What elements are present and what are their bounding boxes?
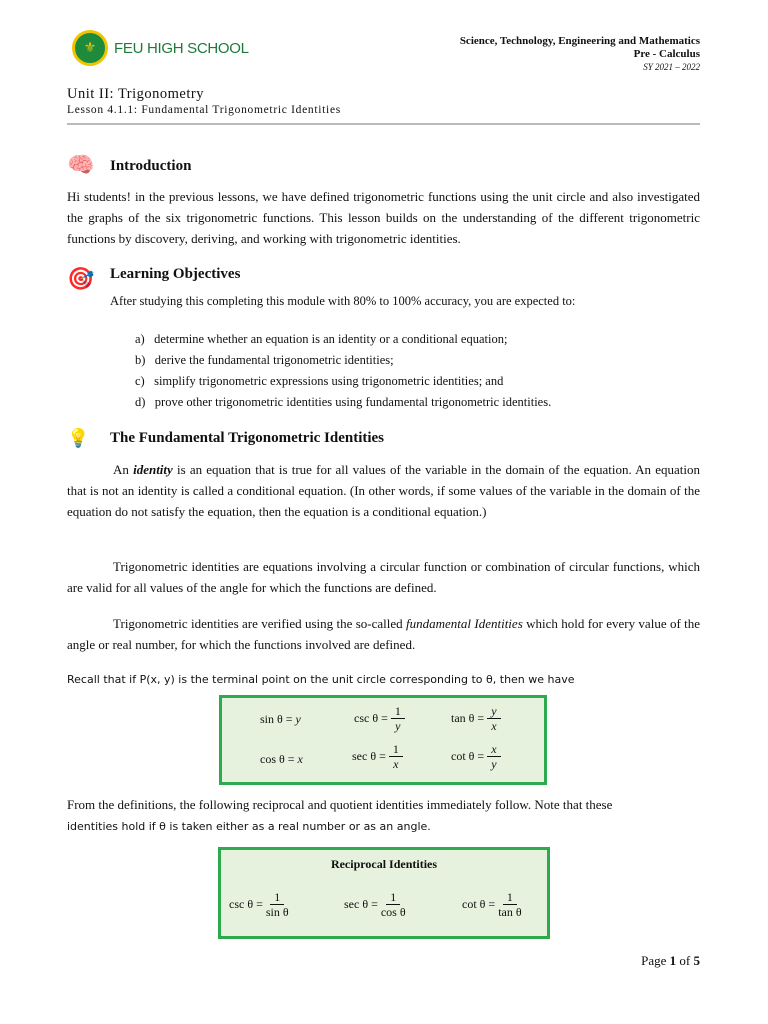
num: 1 [503, 890, 517, 905]
lhs: tan θ = [451, 711, 485, 725]
lhs: sin θ = [260, 712, 293, 726]
rhs: y [295, 712, 301, 726]
den: tan θ [498, 905, 522, 919]
den: sin θ [265, 905, 289, 919]
fraction [266, 890, 289, 919]
den: y [395, 719, 401, 733]
num: x [487, 742, 500, 757]
school-name: FEU HIGH SCHOOL [114, 39, 249, 57]
target-icon: 🎯 [67, 266, 95, 291]
text: is an equation that is true for all values of the variable in the domain of the equation. An equation that is not an identity is called a conditional equation. (In other words, if some values of the variable in the domain of the equation do not satisfy the equation, then the equation is a conditional equation.) [67, 462, 701, 519]
recall-text: Recall that if P(x, y) is the terminal point on the unit circle corresponding to θ, then we have [67, 673, 575, 686]
num: 1 [386, 890, 400, 905]
school-logo [72, 30, 249, 66]
den: y [491, 757, 497, 771]
objective-item: a) determine whether an equation is an identity or a conditional equation; [135, 332, 508, 346]
lhs: sec θ = [344, 897, 378, 911]
objectives-heading: Learning Objectives [110, 266, 241, 282]
objective-item: c) simplify trigonometric expressions using trigonometric identities; and [135, 374, 504, 388]
page-number [641, 953, 700, 969]
page-header [460, 35, 700, 74]
lhs: cot θ = [451, 749, 485, 763]
text: An [113, 462, 134, 477]
emphasis: fundamental Identities [406, 616, 523, 631]
divider [67, 123, 700, 125]
definitions-box [219, 695, 547, 785]
fraction [498, 890, 521, 919]
lhs: csc θ = [229, 897, 263, 911]
department: Science, Technology, Engineering and Mathematics [459, 35, 700, 47]
objectives-lead: After studying this completing this module with 80% to 100% accuracy, you are expected to: [110, 294, 576, 308]
introduction-text: Hi students! in the previous lessons, we have defined trigonometric functions using the unit circle and also investigated the graphs of the six trigonometric functions. This lesson builds on the understanding of the different trigonometric functions by discovery, deriving, and working with trigonometric identities. [67, 189, 700, 246]
den: x [393, 757, 399, 771]
rhs: x [297, 752, 303, 766]
fraction [487, 742, 500, 771]
text: 1 [669, 953, 677, 968]
lhs: cos θ = [260, 752, 295, 766]
reciprocal-identities-box [218, 847, 550, 939]
introduction-heading: Introduction [110, 158, 192, 174]
den: x [491, 719, 497, 733]
num: 1 [391, 704, 405, 719]
fraction [381, 890, 406, 919]
lesson-title: Lesson 4.1.1: Fundamental Trigonometric Identities [67, 104, 341, 116]
text: Trigonometric identities are verified using the so-called [113, 616, 407, 631]
lhs: csc θ = [354, 711, 388, 725]
subject: Pre - Calculus [633, 48, 700, 60]
brain-icon: 🧠 [67, 152, 95, 177]
box-title: Reciprocal Identities [330, 857, 438, 871]
fraction [487, 704, 500, 733]
fundamental-heading: The Fundamental Trigonometric Identities [110, 430, 385, 446]
unit-title: Unit II: Trigonometry [67, 86, 204, 102]
num: y [487, 704, 500, 719]
school-year: SY 2021 – 2022 [643, 62, 700, 72]
lhs: cot θ = [462, 897, 496, 911]
fraction [391, 704, 405, 733]
den: cos θ [380, 905, 406, 919]
seal-icon: ⚜ [72, 30, 108, 66]
text: 5 [693, 953, 700, 968]
objectives-list [135, 329, 551, 413]
num: 1 [270, 890, 284, 905]
text: Page [641, 953, 667, 968]
after-text: From the definitions, the following reciprocal and quotient identities immediately follow. Note that these [67, 797, 613, 812]
paragraph-2: Trigonometric identities are equations involving a circular function or combination of circular functions, which are valid for all values of the angle for which the functions are defined. [67, 559, 700, 595]
paragraph-3 [67, 613, 700, 655]
lightbulb-icon: 💡 [67, 428, 90, 448]
num: 1 [389, 742, 403, 757]
objective-item: d) prove other trigonometric identities using fundamental trigonometric identities. [135, 395, 552, 409]
lhs: sec θ = [352, 749, 386, 763]
text: of [679, 953, 691, 968]
emphasis: identity [133, 462, 173, 477]
after-text-2: identities hold if θ is taken either as a real number or as an angle. [67, 820, 431, 833]
fraction [389, 742, 403, 771]
text: which hold for every value of the angle or real number, for which the functions involved are defined. [67, 616, 701, 652]
identity-definition [67, 459, 700, 522]
objective-item: b) derive the fundamental trigonometric identities; [135, 353, 394, 367]
